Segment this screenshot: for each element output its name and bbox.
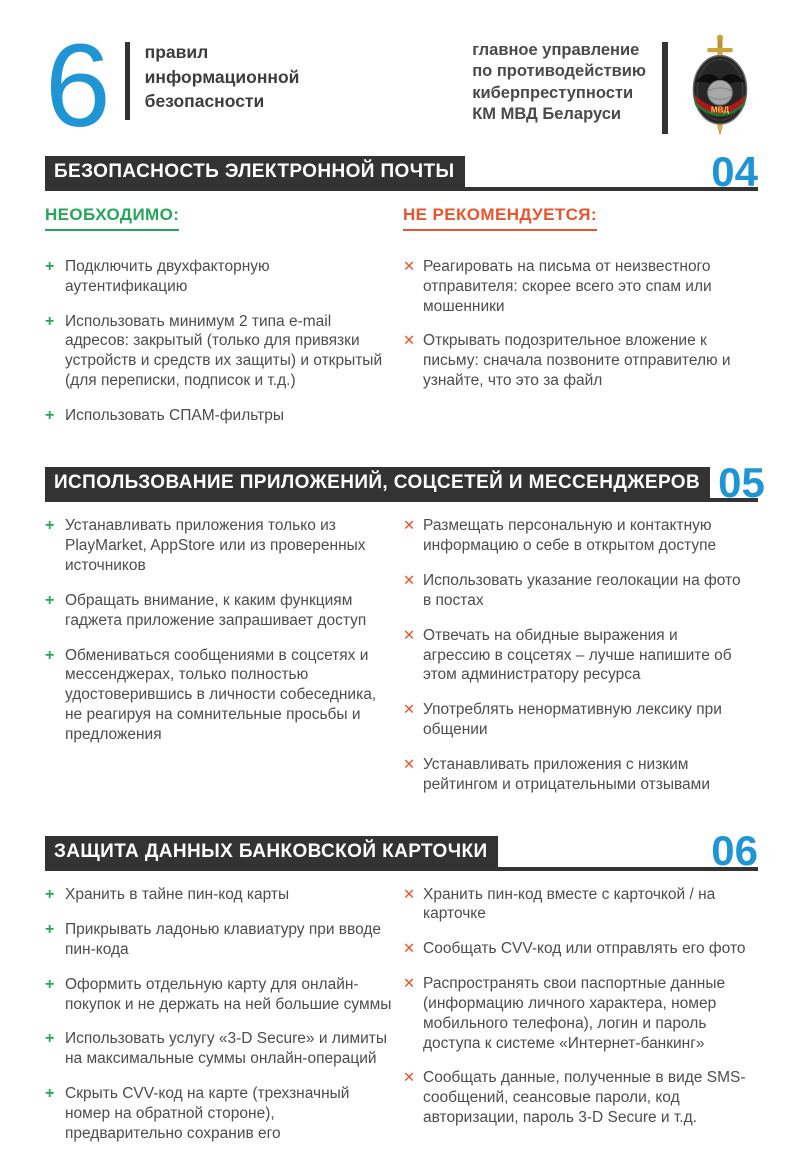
list-item (45, 885, 403, 905)
item-text: Скрыть CVV-код на карте (трехзначный номер на обратной стороне), предварительно сохранив его (65, 1084, 350, 1142)
cross-icon: ✕ (403, 333, 416, 350)
item-text: Распространять свои паспортные данные (информацию личного характера, номер мобильного телефона), логин и пароль доступа к системе «Интернет-банкинг» (423, 975, 726, 1052)
header-org (472, 28, 758, 147)
plus-icon: + (45, 921, 55, 939)
cross-icon: ✕ (403, 627, 416, 644)
item-text: Реагировать на письма от неизвестного отправителя: скорее всего это спам или мошенники (423, 258, 712, 315)
header-brand (45, 20, 300, 152)
section-title: БЕЗОПАСНОСТЬ ЭЛЕКТРОННОЙ ПОЧТЫ (45, 156, 465, 187)
list-item (45, 1029, 403, 1069)
item-text: Хранить в тайне пин-код карты (65, 885, 290, 903)
list-item (45, 591, 403, 631)
page-title (145, 40, 300, 114)
page-title-line: правил (144, 42, 209, 62)
list-item (45, 975, 403, 1015)
item-text: Оформить отдельную карту для онлайн-покупок и не держать на ней большие суммы (65, 975, 392, 1013)
section-title-bar (45, 459, 765, 507)
org-divider-bar (662, 42, 668, 134)
org-title-line: по противодействию (472, 62, 646, 81)
plus-icon: + (45, 591, 55, 609)
page-title-line: информационной (144, 66, 300, 87)
item-text: Сообщать CVV-код или отправлять его фото (423, 940, 746, 958)
item-text: Устанавливать приложения только из PlayMarket, AppStore или из проверенных источников (65, 517, 366, 575)
item-text: Хранить пин-код вместе с карточкой / на карточке (423, 885, 716, 923)
item-text: Употреблять ненормативную лексику при общении (423, 701, 722, 739)
item-text: Отвечать на обидные выражения и агрессию в соцсетях – лучше напишите об этом администратору ресурса (423, 626, 732, 684)
item-text: Устанавливать приложения с низким рейтингом и отрицательными отзывами (423, 755, 710, 793)
do-heading: НЕОБХОДИМО: (45, 205, 179, 231)
org-title-line: киберпреступности (472, 83, 634, 102)
plus-icon: + (45, 517, 55, 535)
section-number: 06 (711, 827, 758, 875)
cross-icon: ✕ (403, 976, 416, 993)
list-item (45, 1084, 403, 1143)
cross-icon: ✕ (403, 702, 416, 719)
dont-list (403, 257, 758, 441)
section-email-security (45, 147, 758, 441)
list-item (45, 312, 403, 391)
cross-icon: ✕ (403, 573, 416, 590)
list-item (403, 626, 758, 685)
plus-icon: + (45, 312, 55, 330)
item-text: Размещать персональную и контактную информацию о себе в открытом доступе (423, 517, 717, 555)
header-divider-bar (125, 42, 130, 120)
section-body (45, 502, 758, 809)
section-body (45, 871, 758, 1158)
cross-icon: ✕ (403, 756, 416, 773)
section-apps-social (45, 459, 765, 809)
list-item (45, 646, 403, 745)
section-number: 04 (711, 147, 758, 195)
list-item (403, 257, 758, 316)
list-item (403, 755, 758, 795)
plus-icon: + (45, 1084, 55, 1102)
list-item (45, 257, 403, 297)
item-text: Использовать СПАМ-фильтры (65, 406, 284, 424)
plus-icon: + (45, 1030, 55, 1048)
emblem-mvd-text: МВД (710, 105, 730, 115)
item-text: Открывать подозрительное вложение к письму: сначала позвоните отправителю и узнайте, что это за файл (423, 332, 731, 390)
item-text: Использовать указание геолокации на фото в постах (423, 572, 741, 609)
list-item (403, 700, 758, 740)
dont-heading: НЕ РЕКОМЕНДУЕТСЯ: (403, 205, 597, 231)
section-body (45, 205, 758, 441)
list-item (45, 516, 403, 575)
item-text: Использовать услугу «3-D Secure» и лимиты на максимальные суммы онлайн-операций (65, 1030, 388, 1068)
org-title (472, 40, 646, 126)
section-title-bar (45, 827, 758, 875)
list-item (403, 516, 758, 556)
cross-icon: ✕ (403, 886, 416, 903)
cross-icon: ✕ (403, 518, 416, 535)
do-list (45, 516, 403, 809)
big-number-6: 6 (45, 20, 109, 152)
list-item (403, 885, 758, 925)
list-item (45, 406, 403, 426)
plus-icon: + (45, 646, 55, 664)
dont-list (403, 516, 758, 809)
plus-icon: + (45, 885, 55, 903)
org-title-line: КМ МВД Беларуси (472, 105, 622, 124)
plus-icon: + (45, 406, 55, 424)
mvd-emblem-icon (682, 30, 758, 147)
item-text: Сообщать данные, полученные в виде SMS-сообщений, сеансовые пароли, код авторизации, пароль 3-D Secure и т.д. (423, 1069, 746, 1126)
list-item (403, 939, 758, 959)
item-text: Обмениваться сообщениями в соцсетях и мессенджерах, только полностью удостоверившись в личности собеседника, не реагируя на сомнительные просьбы и предложения (65, 646, 377, 743)
item-text: Обращать внимание, к каким функциям гаджета приложение запрашивает доступ (65, 591, 367, 629)
section-title: ИСПОЛЬЗОВАНИЕ ПРИЛОЖЕНИЙ, СОЦСЕТЕЙ И МЕССЕНДЖЕРОВ (45, 467, 710, 498)
cross-icon: ✕ (403, 941, 416, 958)
section-title-bar (45, 147, 758, 195)
do-list (45, 257, 403, 441)
list-item (45, 920, 403, 960)
item-text: Использовать минимум 2 типа e-mail адресов: закрытый (только для привязки устройств и средств их защиты) и открытый (для переписки, подписок и т.д.) (65, 312, 383, 390)
section-bank-card (45, 827, 758, 1158)
item-text: Прикрывать ладонью клавиатуру при вводе пин-кода (65, 921, 382, 958)
page-header (45, 20, 758, 156)
list-item (403, 1068, 758, 1127)
list-item (403, 331, 758, 390)
item-text: Подключить двухфакторную аутентификацию (65, 258, 270, 295)
list-item (403, 974, 758, 1053)
page-title-line: безопасности (144, 91, 265, 111)
plus-icon: + (45, 975, 55, 993)
cross-icon: ✕ (403, 1070, 416, 1087)
list-item (403, 571, 758, 611)
cross-icon: ✕ (403, 259, 416, 275)
plus-icon: + (45, 258, 55, 275)
section-number: 05 (718, 459, 765, 507)
org-title-line: главное управление (472, 41, 640, 59)
section-title: ЗАЩИТА ДАННЫХ БАНКОВСКОЙ КАРТОЧКИ (45, 836, 498, 867)
